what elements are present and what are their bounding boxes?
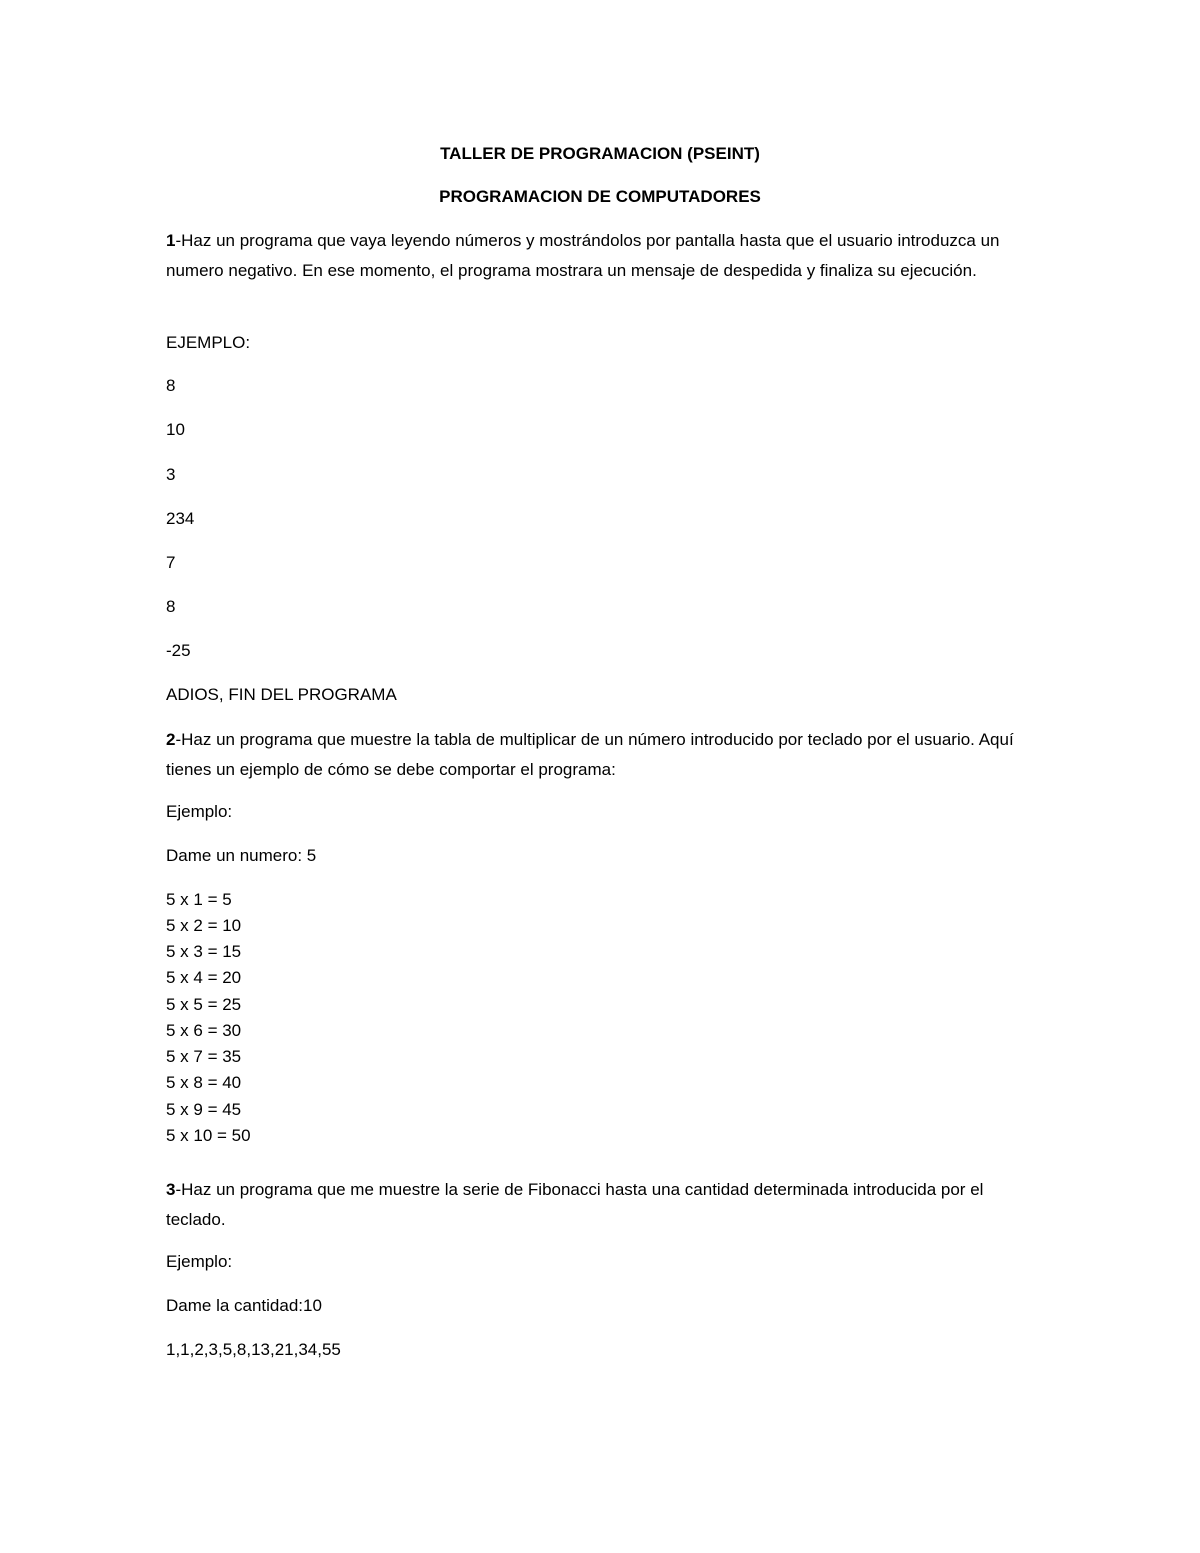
exercise-1-example-label: EJEMPLO: [166, 333, 251, 352]
exercise-3-statement [166, 1175, 1046, 1235]
exercise-3-example-label: Ejemplo: [166, 1252, 233, 1271]
exercise-2-number: 2 [166, 730, 176, 749]
exercise-1-value: 10 [166, 420, 185, 439]
exercise-1-value: 3 [166, 465, 176, 484]
document-title: TALLER DE PROGRAMACION (PSEINT) [440, 144, 760, 163]
exercise-2-prompt: Dame un numero: 5 [166, 846, 317, 865]
exercise-1-value: 8 [166, 376, 176, 395]
multiplication-row: 5 x 5 = 25 [166, 995, 242, 1014]
exercise-3-prompt: Dame la cantidad:10 [166, 1296, 322, 1315]
exercise-2-example-label: Ejemplo: [166, 802, 233, 821]
exercise-1-value: 7 [166, 553, 176, 572]
multiplication-row: 5 x 2 = 10 [166, 916, 242, 935]
multiplication-row: 5 x 7 = 35 [166, 1047, 242, 1066]
document-subtitle: PROGRAMACION DE COMPUTADORES [439, 187, 761, 206]
exercise-1-number: 1 [166, 231, 176, 250]
exercise-2-statement [166, 725, 1046, 785]
multiplication-row: 5 x 3 = 15 [166, 942, 242, 961]
exercise-1-value: 8 [166, 597, 176, 616]
exercise-3-text: -Haz un programa que me muestre la serie de Fibonacci hasta una cantidad determinada introducida por el teclado. [166, 1180, 984, 1229]
multiplication-row: 5 x 4 = 20 [166, 968, 242, 987]
exercise-1-value: 234 [166, 509, 195, 528]
exercise-1-farewell: ADIOS, FIN DEL PROGRAMA [166, 685, 397, 704]
exercise-3-result: 1,1,2,3,5,8,13,21,34,55 [166, 1340, 341, 1359]
exercise-1-value: -25 [166, 641, 191, 660]
exercise-3-number: 3 [166, 1180, 176, 1199]
multiplication-row: 5 x 6 = 30 [166, 1021, 242, 1040]
exercise-1-statement [166, 226, 1046, 286]
exercise-1-text: -Haz un programa que vaya leyendo números y mostrándolos por pantalla hasta que el usuario introduzca un numero negativo. En ese momento, el programa mostrara un mensaje de despedida y finaliza su ejecución. [166, 231, 1000, 280]
multiplication-row: 5 x 1 = 5 [166, 890, 232, 909]
multiplication-row: 5 x 8 = 40 [166, 1073, 242, 1092]
multiplication-row: 5 x 10 = 50 [166, 1126, 251, 1145]
multiplication-row: 5 x 9 = 45 [166, 1100, 242, 1119]
exercise-2-text: -Haz un programa que muestre la tabla de multiplicar de un número introducido por teclado por el usuario. Aquí tienes un ejemplo de cómo se debe comportar el programa: [166, 730, 1014, 779]
